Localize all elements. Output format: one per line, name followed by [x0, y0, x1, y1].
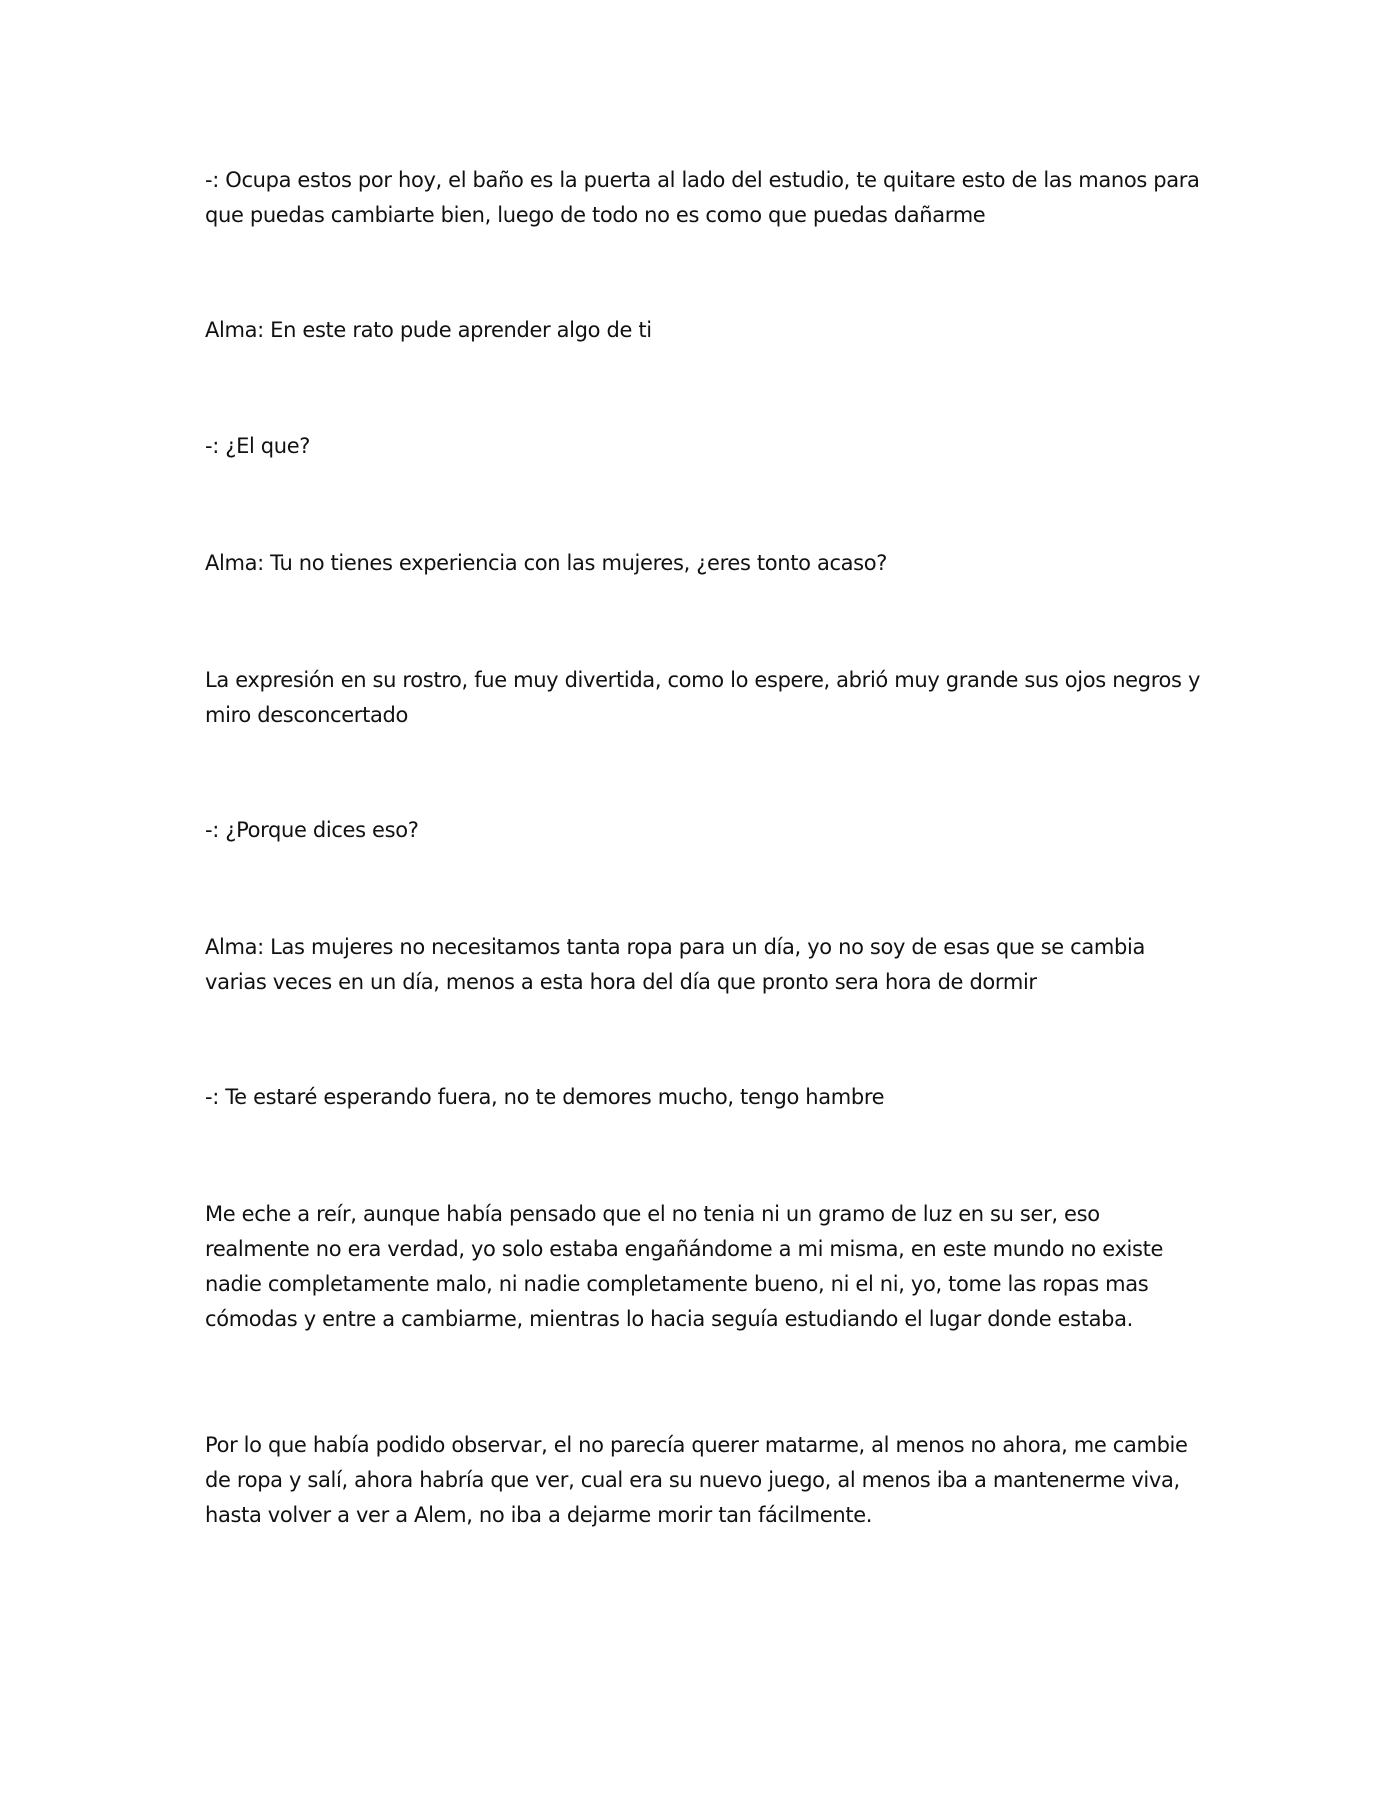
- paragraph-dialogue-5: -: ¿Porque dices eso?: [205, 818, 419, 842]
- paragraph-dialogue-1: -: Ocupa estos por hoy, el baño es la puerta al lado del estudio, te quitare esto de las manos para que puedas cambiarte bien, luego de todo no es como que puedas dañarme: [205, 168, 1200, 227]
- paragraph-narration-3: Por lo que había podido observar, el no parecía querer matarme, al menos no ahora, me cambie de ropa y salí, ahora habría que ver, cual era su nuevo juego, al menos iba a mantenerme viva, hasta volver a ver a Alem, no iba a dejarme morir tan fácilmente.: [205, 1433, 1188, 1527]
- paragraph-dialogue-7: -: Te estaré esperando fuera, no te demores mucho, tengo hambre: [205, 1085, 885, 1109]
- paragraph-narration-2: Me eche a reír, aunque había pensado que el no tenia ni un gramo de luz en su ser, eso realmente no era verdad, yo solo estaba engañándome a mi misma, en este mundo no existe nadie completamente malo, ni nadie completamente bueno, ni el ni, yo, tome las ropas mas cómodas y entre a cambiarme, mientras lo hacia seguía estudiando el lugar donde estaba.: [205, 1202, 1164, 1331]
- paragraph-dialogue-3: -: ¿El que?: [205, 434, 311, 458]
- paragraph-narration-1: La expresión en su rostro, fue muy divertida, como lo espere, abrió muy grande sus ojos negros y miro desconcertado: [205, 668, 1201, 727]
- paragraph-dialogue-2: Alma: En este rato pude aprender algo de ti: [205, 318, 652, 342]
- paragraph-dialogue-6: Alma: Las mujeres no necesitamos tanta ropa para un día, yo no soy de esas que se cambia varias veces en un día, menos a esta hora del día que pronto sera hora de dormir: [205, 935, 1145, 994]
- paragraph-dialogue-4: Alma: Tu no tienes experiencia con las mujeres, ¿eres tonto acaso?: [205, 551, 888, 575]
